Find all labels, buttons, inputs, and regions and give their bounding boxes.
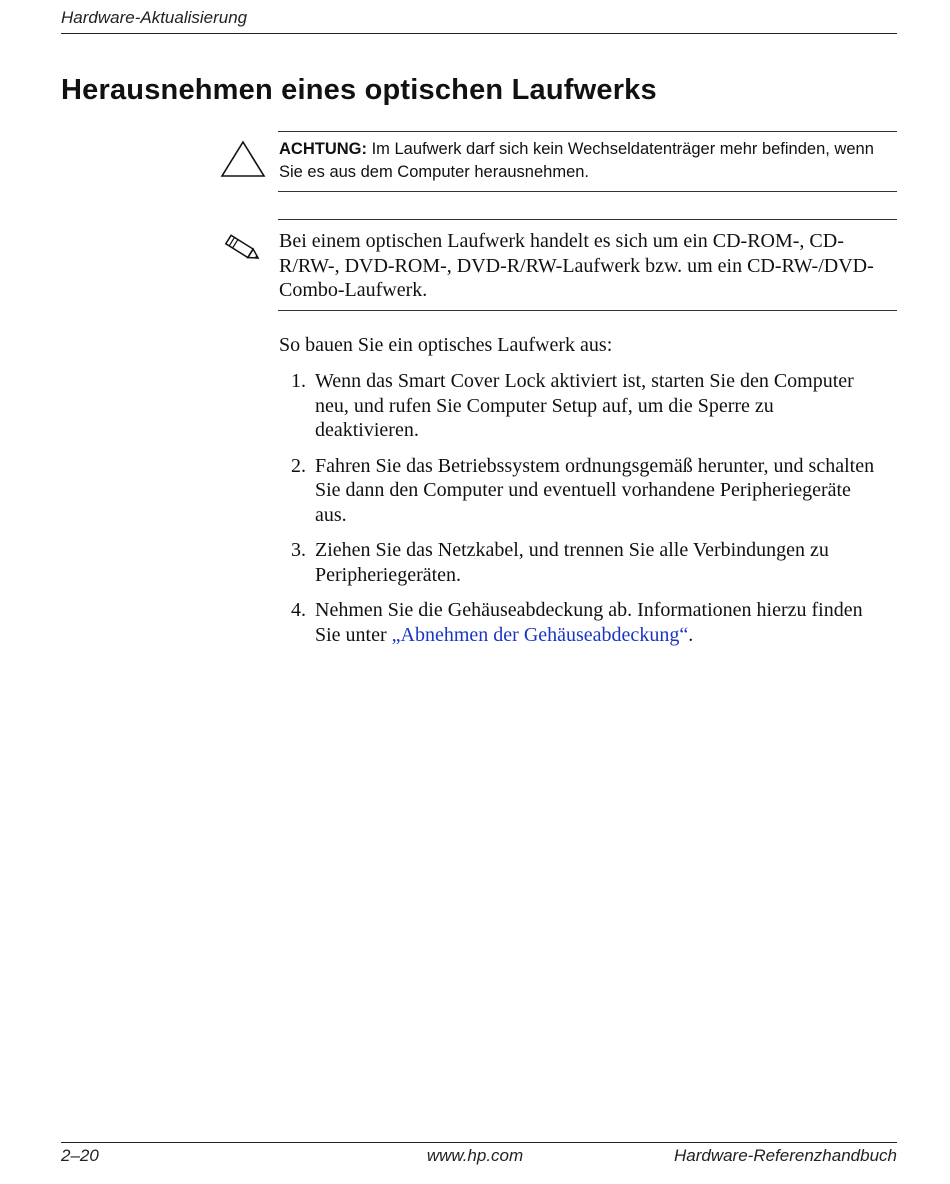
warning-triangle-icon [220,140,266,178]
step-text: Wenn das Smart Cover Lock aktiviert ist, starten Sie den Computer neu, und rufen Sie Computer Setup auf, um die Sperre zu deaktivieren. [315,370,854,441]
step-item [279,454,879,528]
caution-bottom-rule [278,191,897,192]
step-text: Fahren Sie das Betriebssystem ordnungsgemäß herunter, und schalten Sie dann den Computer und eventuell vorhandene Peripheriegeräte aus. [315,454,875,526]
step-number: 4. [291,599,306,621]
page-title: Herausnehmen eines optischen Laufwerks [61,74,657,106]
note-top-rule [278,219,897,220]
procedure-steps [279,369,879,658]
page-number: 2–20 [61,1146,99,1165]
running-header: Hardware-Aktualisierung [61,8,248,27]
note-bottom-rule [278,310,897,311]
procedure-intro: So bauen Sie ein optisches Laufwerk aus: [279,334,613,356]
caution-text: Im Laufwerk darf sich kein Wechseldatenträger mehr befinden, wenn Sie es aus dem Computer herausnehmen. [279,140,874,181]
step-number: 3. [291,539,306,561]
step-text: Ziehen Sie das Netzkabel, und trennen Sie alle Verbindungen zu Peripheriegeräten. [315,539,829,586]
step-item [279,598,879,647]
caution-top-rule [278,131,897,132]
caution-label: ACHTUNG: [279,140,367,158]
step-item [279,369,879,443]
cover-removal-link[interactable]: „Abnehmen der Gehäuseabdeckung“ [391,623,689,646]
step-number: 1. [291,370,306,392]
step-number: 2. [291,454,306,477]
step-text: Nehmen Sie die Gehäuseabdeckung ab. Informationen hierzu finden Sie unter [315,599,863,646]
step-text-end: . [688,623,694,646]
header-divider [61,33,897,34]
pencil-note-icon [220,232,264,264]
footer-divider [61,1142,897,1143]
footer-book-title: Hardware-Referenzhandbuch [673,1146,897,1165]
footer-url: www.hp.com [426,1146,524,1165]
caution-message [279,138,879,184]
note-text: Bei einem optischen Laufwerk handelt es sich um ein CD-ROM-, CD-R/RW-, DVD-ROM-, DVD-R/RW-Laufwerk bzw. um ein CD-RW-/DVD-Combo-Laufwerk. [279,230,874,301]
step-item [279,538,879,587]
